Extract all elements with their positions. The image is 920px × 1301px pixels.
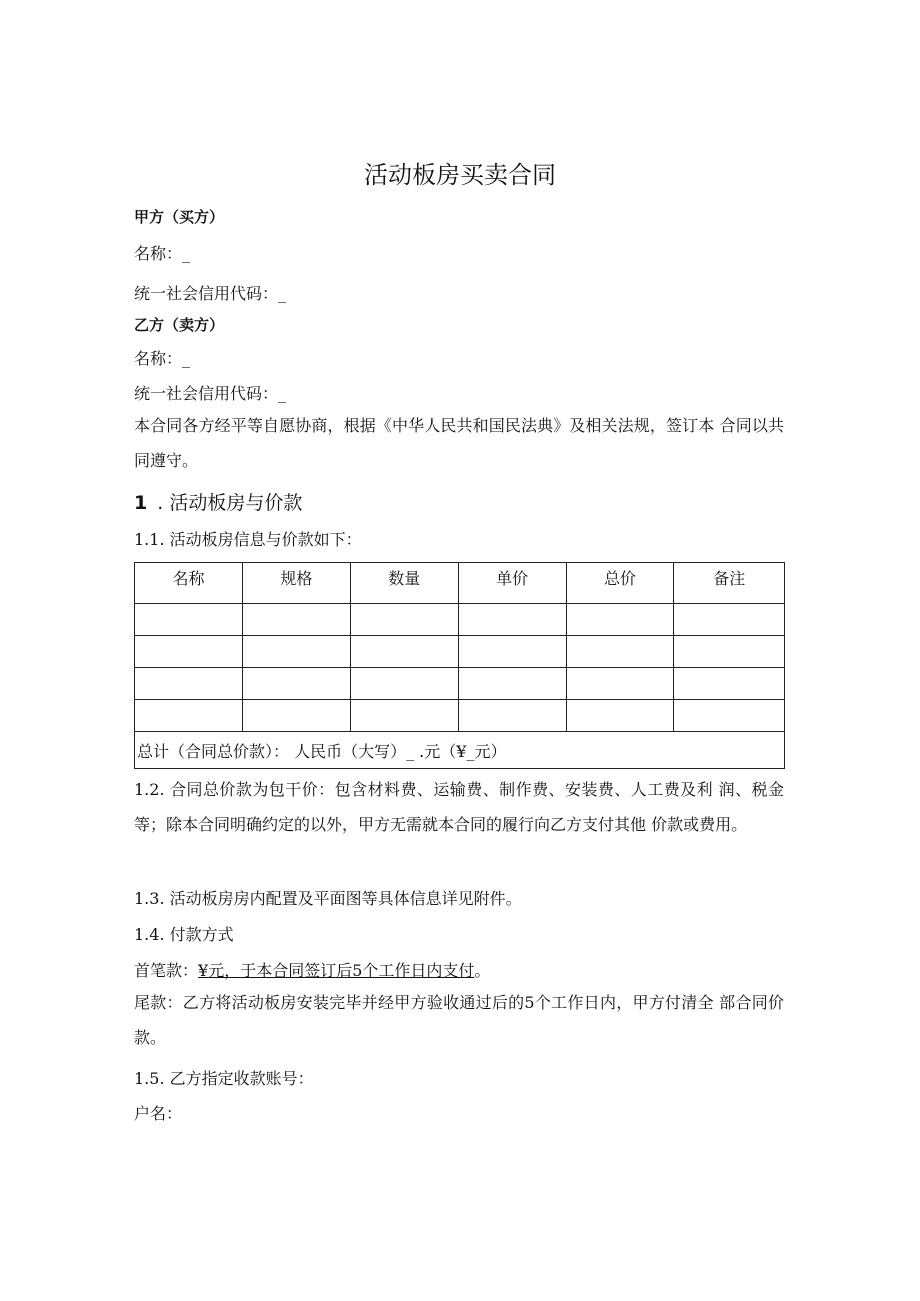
table-cell [242, 668, 350, 700]
table-total-cell: 总计（合同总价款）： 人民币（大写）_ .元（¥_元） [135, 732, 785, 769]
table-cell [458, 604, 566, 636]
table-cell [135, 636, 243, 668]
table-header-cell: 总价 [566, 563, 674, 604]
intro-paragraph: 本合同各方经平等自愿协商，根据《中华人民共和国民法典》及相关法规，签订本 合同以共同遵守。 [134, 416, 784, 470]
table-cell [566, 604, 674, 636]
first-payment [134, 958, 490, 981]
table-header-cell: 单价 [458, 563, 566, 604]
clause-1-2: 1.2. 合同总价款为包干价：包含材料费、运输费、制作费、安装费、人工费及利 润、税金等；除本合同明确约定的以外，甲方无需就本合同的履行向乙方支付其他 价款或费用。 [134, 780, 784, 834]
party-a-credit-code: 统一社会信用代码：_ [134, 284, 287, 303]
table-cell [242, 604, 350, 636]
table-header-cell: 名称 [135, 563, 243, 604]
table-cell [458, 700, 566, 732]
party-b-name: 名称：_ [134, 349, 191, 368]
party-a-name: 名称：_ [134, 244, 191, 263]
section-1-heading [134, 488, 302, 515]
table-cell [135, 700, 243, 732]
table-cell [350, 604, 458, 636]
table-header-cell: 数量 [350, 563, 458, 604]
party-b-credit-code: 统一社会信用代码：_ [134, 384, 287, 403]
clause-1-4: 1.4. 付款方式 [134, 925, 234, 944]
table-row [135, 636, 785, 668]
price-table [134, 562, 785, 769]
final-payment: 尾款：乙方将活动板房安装完毕并经甲方验收通过后的5个工作日内，甲方付清全 部合同价款。 [134, 993, 784, 1047]
table-cell [566, 700, 674, 732]
table-cell [566, 668, 674, 700]
table-cell [242, 700, 350, 732]
first-payment-text: ¥元，于本合同签订后5个工作日内支付 [198, 961, 475, 980]
first-payment-label: 首笔款： [134, 961, 199, 980]
clause-1-1: 1.1. 活动板房信息与价款如下： [134, 530, 362, 549]
clause-1-5: 1.5. 乙方指定收款账号： [134, 1069, 314, 1088]
table-row [135, 604, 785, 636]
section-number: 1 [134, 492, 148, 514]
table-cell [674, 668, 785, 700]
party-a-heading: 甲方（买方） [134, 208, 225, 226]
table-header-cell: 备注 [674, 563, 785, 604]
table-cell [135, 668, 243, 700]
section-title: . 活动板房与价款 [157, 492, 303, 514]
table-cell [674, 700, 785, 732]
table-cell [458, 668, 566, 700]
table-cell [135, 604, 243, 636]
clause-1-3: 1.3. 活动板房房内配置及平面图等具体信息详见附件。 [134, 889, 522, 908]
table-cell [566, 636, 674, 668]
table-header-cell: 规格 [242, 563, 350, 604]
page-title: 活动板房买卖合同 [364, 161, 556, 189]
first-payment-end: 。 [474, 961, 491, 980]
party-b-heading: 乙方（卖方） [134, 316, 225, 334]
table-cell [674, 636, 785, 668]
table-row [135, 700, 785, 732]
table-cell [350, 636, 458, 668]
table-cell [674, 604, 785, 636]
table-cell [242, 636, 350, 668]
account-name: 户名： [134, 1104, 183, 1123]
table-header-row [135, 563, 785, 604]
table-cell [350, 700, 458, 732]
table-cell [350, 668, 458, 700]
table-row [135, 668, 785, 700]
table-total-row [135, 732, 785, 769]
table-cell [458, 636, 566, 668]
